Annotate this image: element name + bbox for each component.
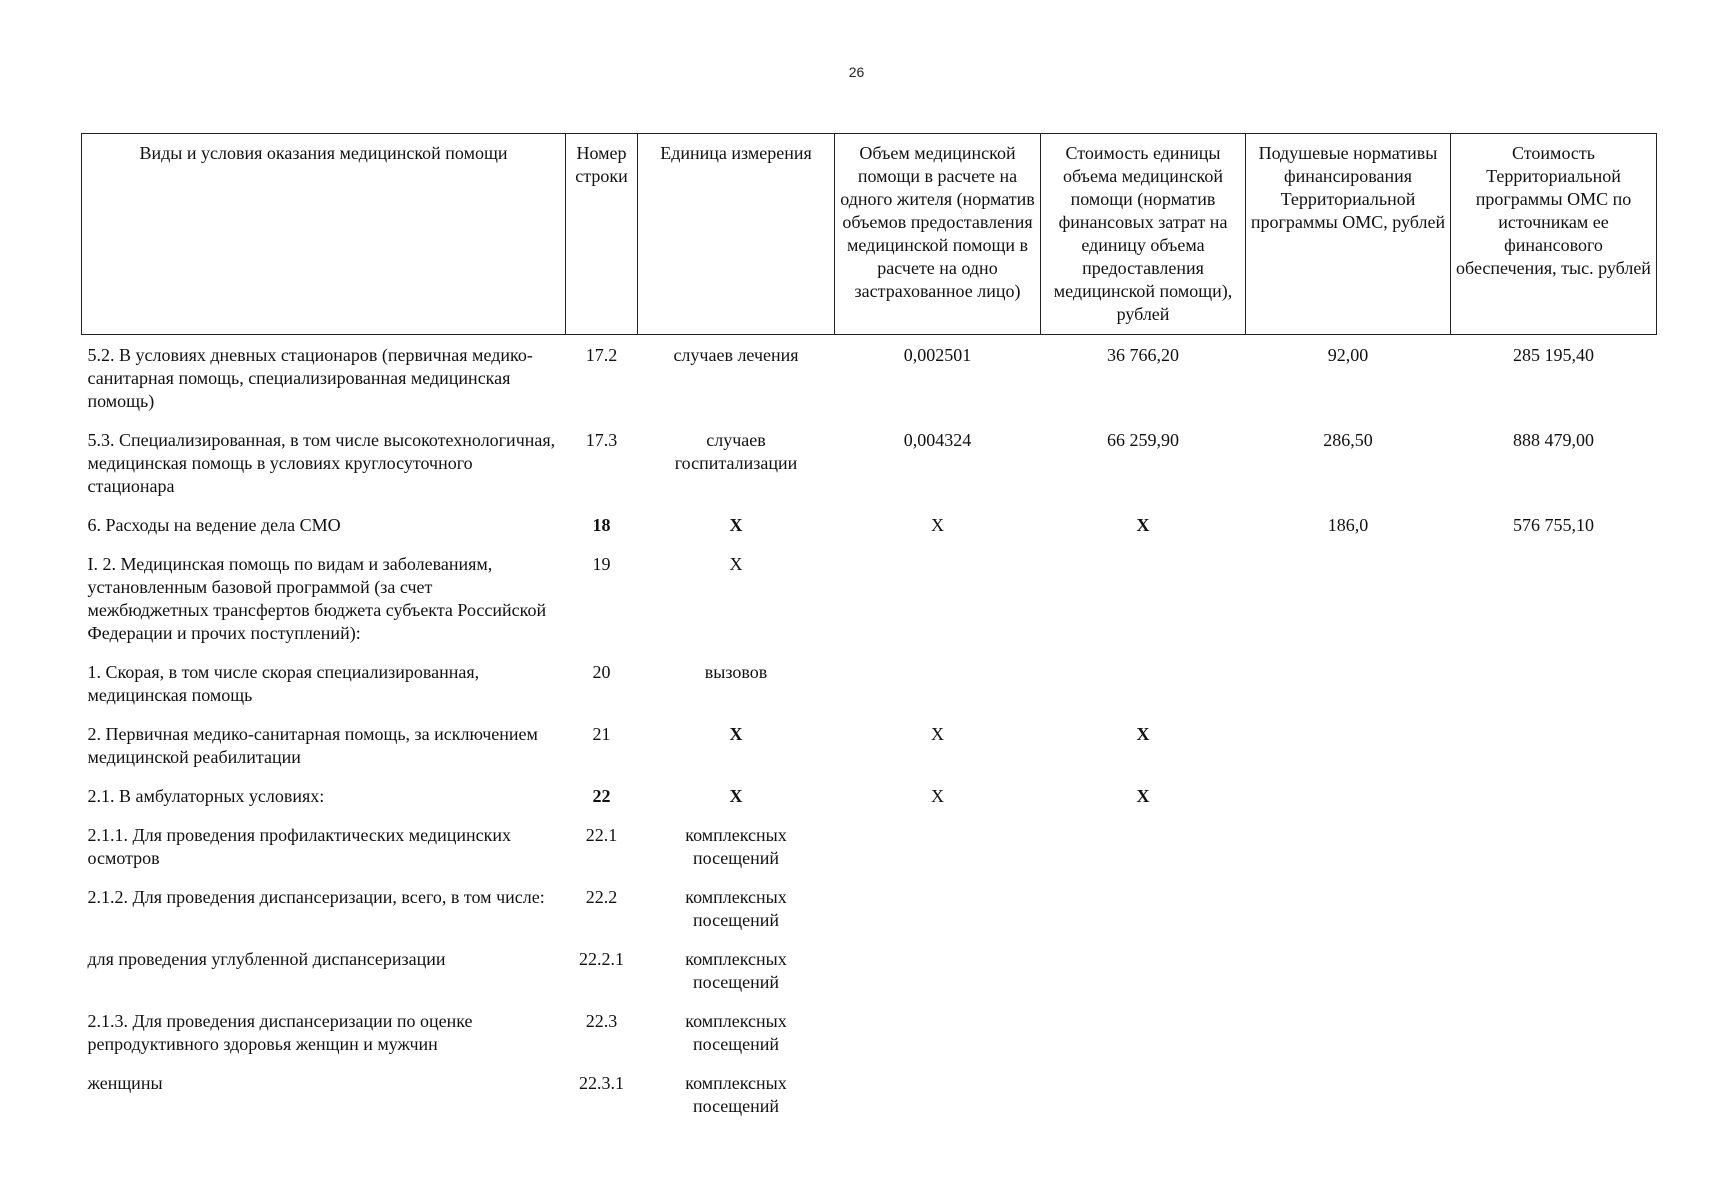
row-number: 20 xyxy=(592,662,611,682)
row-unit: комплексных посещений xyxy=(685,949,787,992)
row-number: 21 xyxy=(592,724,611,744)
row-label: для проведения углубленной диспансеризации xyxy=(87,949,446,969)
row-per-capita xyxy=(1246,652,1451,714)
row-label: 5.3. Специализированная, в том числе высокотехнологичная, медицинская помощь в условиях круглосуточного стационара xyxy=(87,430,556,496)
row-number: 18 xyxy=(592,515,611,535)
row-volume: 0,004324 xyxy=(903,430,972,450)
row-per-capita xyxy=(1246,544,1451,652)
row-label: 2.1.1. Для проведения профилактических медицинских осмотров xyxy=(87,825,511,868)
row-per-capita xyxy=(1246,776,1451,815)
table-row xyxy=(82,1063,1657,1125)
row-unit: комплексных посещений xyxy=(685,1073,787,1116)
row-unit-cost xyxy=(1041,1063,1246,1125)
header-unit: Единица измерения xyxy=(638,134,835,335)
table-row xyxy=(82,877,1657,939)
row-label: 6. Расходы на ведение дела СМО xyxy=(87,515,341,535)
table-row xyxy=(82,939,1657,1001)
row-label: 5.2. В условиях дневных стационаров (первичная медико-санитарная помощь, специализированная медицинская помощь) xyxy=(87,345,533,411)
row-volume xyxy=(835,815,1041,877)
row-volume: 0,002501 xyxy=(903,345,972,365)
row-unit: комплексных посещений xyxy=(685,1011,787,1054)
row-total-cost: 888 479,00 xyxy=(1513,430,1594,450)
page-number: 26 xyxy=(848,64,865,80)
row-per-capita: 92,00 xyxy=(1327,345,1369,365)
header-per-capita-norms: Подушевые нормативы финансирования Территориальной программы ОМС, рублей xyxy=(1246,134,1451,335)
row-volume xyxy=(835,1063,1041,1125)
row-unit-cost xyxy=(1041,939,1246,1001)
row-label: женщины xyxy=(87,1073,163,1093)
row-number: 22.2.1 xyxy=(579,949,624,969)
table-row xyxy=(82,652,1657,714)
row-number: 22.3 xyxy=(585,1011,618,1031)
row-unit: вызовов xyxy=(704,662,768,682)
row-unit-cost: X xyxy=(1136,786,1150,806)
row-label: 2.1. В амбулаторных условиях: xyxy=(87,786,325,806)
row-number: 17.3 xyxy=(585,430,618,450)
row-number: 17.2 xyxy=(585,345,618,365)
row-unit: комплексных посещений xyxy=(685,887,787,930)
row-volume: X xyxy=(931,786,944,806)
row-total-cost xyxy=(1451,877,1657,939)
row-unit-cost xyxy=(1041,1001,1246,1063)
row-unit: X xyxy=(729,724,743,744)
row-per-capita xyxy=(1246,939,1451,1001)
row-unit-cost: X xyxy=(1136,724,1150,744)
row-volume xyxy=(835,877,1041,939)
row-label: 2. Первичная медико-санитарная помощь, за исключением медицинской реабилитации xyxy=(87,724,538,767)
row-number: 22.1 xyxy=(585,825,618,845)
table-row xyxy=(82,505,1657,544)
row-per-capita xyxy=(1246,1001,1451,1063)
row-volume xyxy=(835,939,1041,1001)
row-unit-cost xyxy=(1041,544,1246,652)
row-unit: X xyxy=(729,786,743,806)
row-unit: X xyxy=(729,515,743,535)
row-unit: комплексных посещений xyxy=(685,825,787,868)
row-unit-cost xyxy=(1041,652,1246,714)
row-volume xyxy=(835,652,1041,714)
row-number: 19 xyxy=(592,554,611,574)
row-total-cost xyxy=(1451,939,1657,1001)
row-unit-cost xyxy=(1041,815,1246,877)
row-unit-cost: X xyxy=(1136,515,1150,535)
table-row xyxy=(82,714,1657,776)
row-per-capita: 186,0 xyxy=(1327,515,1369,535)
table-row xyxy=(82,1001,1657,1063)
header-unit-cost: Стоимость единицы объема медицинской помощи (норматив финансовых затрат на единицу объема предоставления медицинской помощи), рублей xyxy=(1041,134,1246,335)
table-row xyxy=(82,815,1657,877)
row-number: 22 xyxy=(592,786,611,806)
table-row xyxy=(82,420,1657,505)
row-unit: случаев госпитализации xyxy=(674,430,798,473)
row-number: 22.2 xyxy=(585,887,618,907)
table-row xyxy=(82,776,1657,815)
row-label: 1. Скорая, в том числе скорая специализированная, медицинская помощь xyxy=(87,662,480,705)
row-per-capita xyxy=(1246,877,1451,939)
row-per-capita xyxy=(1246,714,1451,776)
row-per-capita xyxy=(1246,815,1451,877)
table-row xyxy=(82,335,1657,421)
row-label: 2.1.3. Для проведения диспансеризации по оценке репродуктивного здоровья женщин и мужчин xyxy=(87,1011,473,1054)
row-total-cost xyxy=(1451,714,1657,776)
table-row xyxy=(82,544,1657,652)
row-total-cost xyxy=(1451,815,1657,877)
row-total-cost xyxy=(1451,652,1657,714)
row-per-capita: 286,50 xyxy=(1323,430,1373,450)
row-volume xyxy=(835,544,1041,652)
row-unit-cost: 66 259,90 xyxy=(1107,430,1179,450)
row-volume xyxy=(835,1001,1041,1063)
row-per-capita xyxy=(1246,1063,1451,1125)
row-unit-cost xyxy=(1041,877,1246,939)
header-row-number: Номер строки xyxy=(566,134,638,335)
row-total-cost xyxy=(1451,1063,1657,1125)
row-total-cost xyxy=(1451,1001,1657,1063)
row-total-cost: 285 195,40 xyxy=(1513,345,1594,365)
row-total-cost xyxy=(1451,776,1657,815)
header-program-cost: Стоимость Территориальной программы ОМС по источникам ее финансового обеспечения, тыс. рублей xyxy=(1451,134,1657,335)
row-unit-cost: 36 766,20 xyxy=(1107,345,1179,365)
table-header-row xyxy=(82,134,1657,335)
row-unit: X xyxy=(729,554,743,574)
row-total-cost: 576 755,10 xyxy=(1513,515,1594,535)
row-label: I. 2. Медицинская помощь по видам и заболеваниям, установленным базовой программой (за счет межбюджетных трансфертов бюджета субъекта Российской Федерации и прочих поступлений): xyxy=(87,554,547,643)
row-total-cost xyxy=(1451,544,1657,652)
row-unit: случаев лечения xyxy=(673,345,799,365)
header-care-types: Виды и условия оказания медицинской помощи xyxy=(82,134,566,335)
row-volume: X xyxy=(931,515,944,535)
medical-care-table xyxy=(81,133,1657,1125)
header-volume-per-resident: Объем медицинской помощи в расчете на одного жителя (норматив объемов предоставления медицинской помощи в расчете на одно застрахованное лицо) xyxy=(835,134,1041,335)
row-label: 2.1.2. Для проведения диспансеризации, всего, в том числе: xyxy=(87,887,545,907)
row-volume: X xyxy=(931,724,944,744)
row-number: 22.3.1 xyxy=(579,1073,624,1093)
